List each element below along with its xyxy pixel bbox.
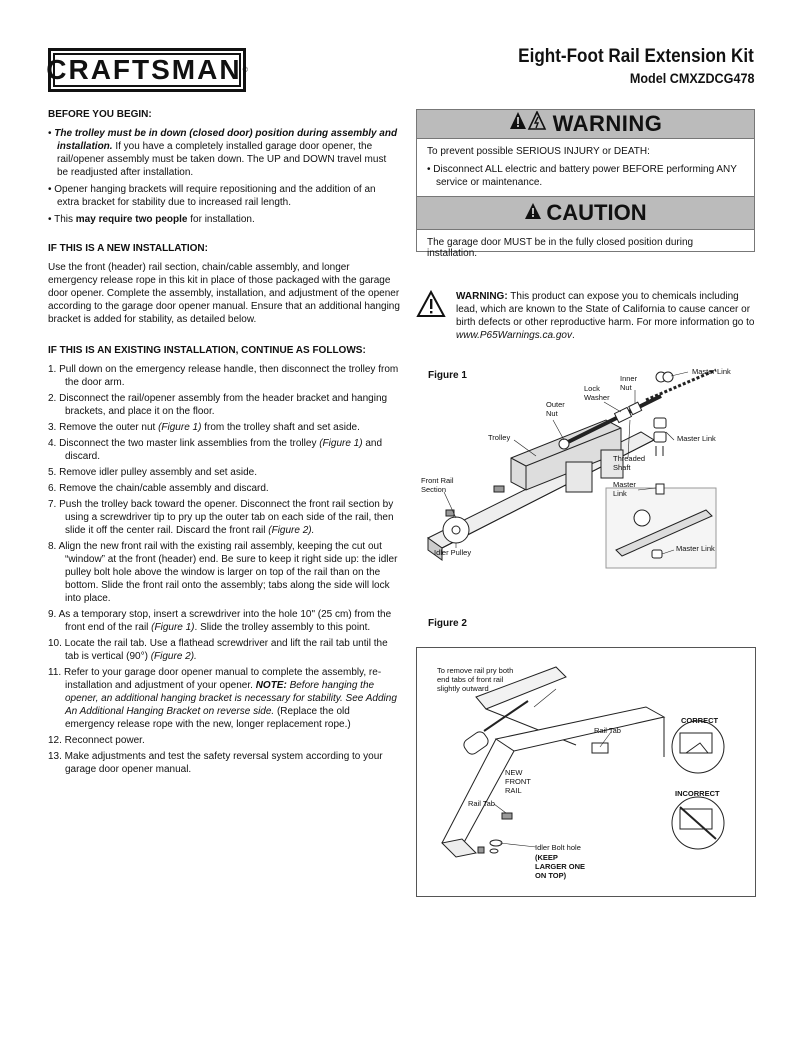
fig2-correct: CORRECT <box>681 716 719 725</box>
step: 12. Reconnect power. <box>48 735 145 746</box>
fig1-front-rail-section: Front Rail Section <box>421 476 454 494</box>
caution-triangle-icon <box>524 200 542 226</box>
fig1-trolley: Trolley <box>488 433 511 442</box>
fig2-incorrect: INCORRECT <box>675 789 720 798</box>
registered-mark: ® <box>242 66 248 74</box>
existing-install-heading: IF THIS IS AN EXISTING INSTALLATION, CONTINUE AS FOLLOWS: <box>48 345 366 356</box>
fig2-keep-larger: (KEEP LARGER ONE ON TOP) <box>535 853 586 880</box>
fig1-master-link-3: Master Link <box>613 480 636 498</box>
craftsman-logo <box>48 48 246 92</box>
warning-text <box>417 139 754 189</box>
list-item: • Opener hanging brackets will require repositioning and the addition of an extra bracket for stability due to increased rail length. <box>48 184 376 208</box>
steps-list <box>48 363 400 776</box>
fig2-rail-tab-2: Rail Tab <box>468 799 495 808</box>
step: 1. Pull down on the emergency release handle, then disconnect the trolley from the door arm. <box>48 364 399 388</box>
brand-name: CRAFTSMAN <box>46 54 242 85</box>
fig2-pry-note: To remove rail pry both end tabs of front rail slightly outward <box>437 666 514 693</box>
step: 11. Refer to your garage door opener manual to complete the assembly, re-installation and adjustment of your opener. NOTE: Before hanging the opener, an additional hanging bracket is necessary for stability. See Adding An Additional Hanging Bracket on reverse side. (Replace the old emergency release rope with the new, longer replacement rope.) <box>48 667 397 730</box>
list-item: • The trolley must be in down (closed door) position during assembly and installation. If you have a completely installed garage door opener, the rail/opener assembly must be taken down. The UP and DOWN travel must be readjusted after installation. <box>48 128 398 178</box>
before-heading: BEFORE YOU BEGIN: <box>48 109 152 120</box>
fig1-master-link-1: Master Link <box>692 367 731 376</box>
step: 8. Align the new front rail with the existing rail assembly, keeping the cut out “window” at the front (header) end. Be sure to keep it right side up: the idler pulley bolt hole above the window is larger on top of the rail than on the bottom. Slide the front rail onto the assembly; tabs along the side will lock into place. <box>48 541 398 604</box>
fig1-idler-pulley: Idler Pulley <box>434 548 472 557</box>
prop65-text: WARNING: This product can expose you to chemicals including lead, which are known to the State of California to cause cancer or birth defects or other reproductive harm. For more information go to www.P65Warnings.ca.gov. <box>456 291 755 341</box>
prop65-triangle-icon <box>416 290 446 318</box>
model-number: Model CMXZDCG478 <box>629 70 754 86</box>
caution-title: CAUTION <box>546 200 647 225</box>
warning-header <box>417 110 754 139</box>
step: 13. Make adjustments and test the safety reversal system according to your garage door opener manual. <box>48 751 383 775</box>
figure-1-label: Figure 1 <box>428 370 467 381</box>
warning-triangle-icon <box>509 111 547 137</box>
fig1-master-link-2: Master Link <box>677 434 716 443</box>
fig1-threaded-shaft: Threaded Shaft <box>613 454 646 472</box>
fig1-inner-nut: Inner Nut <box>620 374 638 392</box>
fig2-rail-tab-1: Rail Tab <box>594 726 621 735</box>
list-item: • This may require two people for installation. <box>48 214 255 225</box>
step: 10. Locate the rail tab. Use a flathead screwdriver and lift the rail tab until the tab is vertical (90°) (Figure 2). <box>48 638 388 662</box>
fig2-new-front-rail: NEW FRONT RAIL <box>505 768 531 795</box>
warning-title: WARNING <box>552 111 663 136</box>
p65-link[interactable]: www.P65Warnings.ca.gov <box>456 330 572 341</box>
prop65-warning <box>416 290 756 342</box>
list-item: • Disconnect ALL electric and battery power BEFORE performing ANY service or maintenance. <box>427 164 737 188</box>
caution-text: The garage door MUST be in the fully closed position during installation. <box>427 237 694 259</box>
document-title: Eight-Foot Rail Extension Kit <box>518 46 754 67</box>
warning-intro: To prevent possible SERIOUS INJURY or DEATH: <box>427 146 650 157</box>
caution-header <box>417 196 754 230</box>
fig2-idler-bolt-hole: Idler Bolt hole <box>535 843 581 852</box>
fig1-lock-washer: Lock Washer <box>584 384 610 402</box>
step: 9. As a temporary stop, insert a screwdriver into the hole 10" (25 cm) from the front end of the rail (Figure 1). Slide the trolley assembly to this point. <box>48 609 392 633</box>
new-install-text: Use the front (header) rail section, chain/cable assembly, and longer emergency release rope in this kit in place of those packaged with the garage door opener. Complete the assembly, installation, and adjustment of the opener according to the garage door opener manual. Ensure that an additional hanging bracket is added for stability, as detailed below. <box>48 262 400 325</box>
new-install-heading: IF THIS IS A NEW INSTALLATION: <box>48 243 208 254</box>
instructions-column <box>48 108 400 779</box>
fig1-master-link-4: Master Link <box>676 544 715 553</box>
step: 7. Push the trolley back toward the opener. Disconnect the front rail section by using a screwdriver tip to pry up the outer tab on each side of the rail, then slide it off the center rail. Discard the front rail (Figure 2). <box>48 499 394 536</box>
fig1-outer-nut: Outer Nut <box>546 400 565 418</box>
step: 5. Remove idler pulley assembly and set aside. <box>48 467 257 478</box>
step: 6. Remove the chain/cable assembly and discard. <box>48 483 269 494</box>
step: 4. Disconnect the two master link assemblies from the trolley (Figure 1) and discard. <box>48 438 383 462</box>
figure-2-label: Figure 2 <box>428 618 467 629</box>
step: 2. Disconnect the rail/opener assembly from the header bracket and hanging brackets, and place it on the floor. <box>48 393 388 417</box>
step: 3. Remove the outer nut (Figure 1) from the trolley shaft and set aside. <box>48 422 360 433</box>
before-list <box>48 127 400 226</box>
warning-caution-box <box>416 109 755 259</box>
